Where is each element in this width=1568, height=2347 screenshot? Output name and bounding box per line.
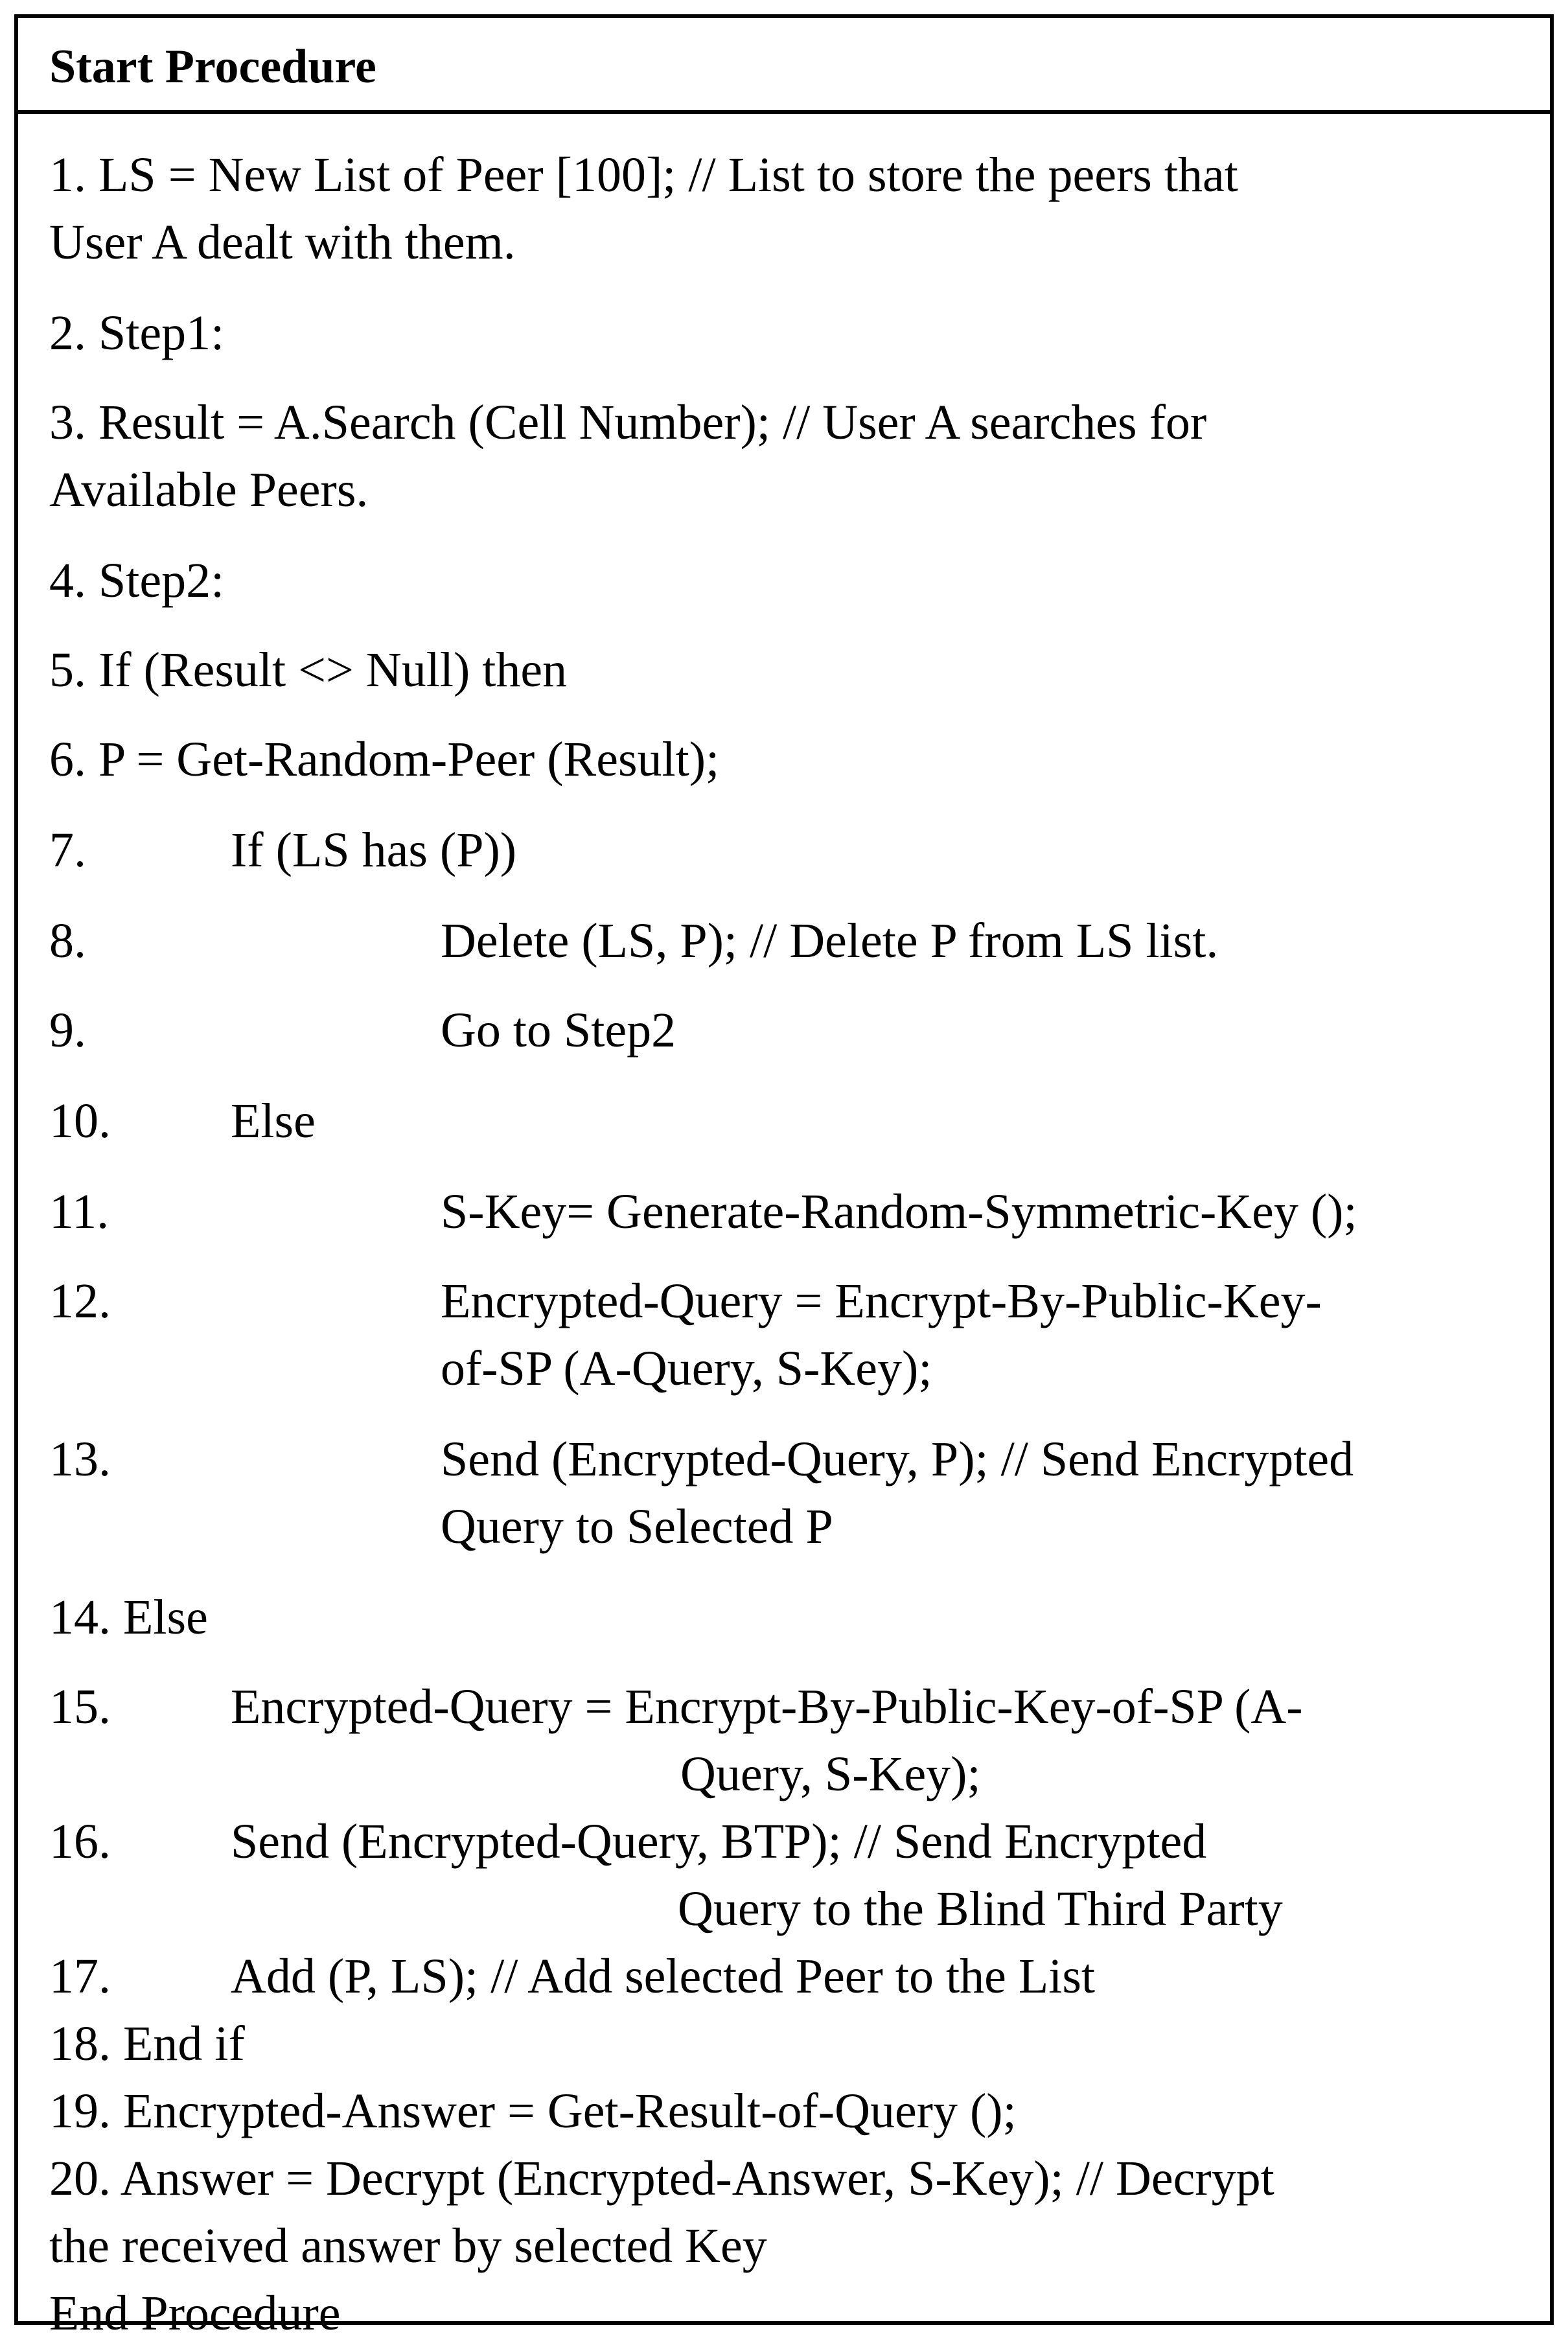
line-number: 13. — [49, 1432, 111, 1486]
code-text: Encrypted-Query = Encrypt-By-Public-Key-of-SP (A- — [231, 1680, 1303, 1734]
line-number: 8. — [49, 914, 86, 968]
procedure-header — [18, 18, 1550, 114]
line-number: 17. — [49, 1949, 111, 2004]
algorithm-box — [14, 14, 1554, 2341]
code-text: 14. Else — [49, 1590, 208, 1645]
code-text: 20. Answer = Decrypt (Encrypted-Answer, S-Key); // Decrypt — [49, 2151, 1274, 2206]
code-text: Else — [231, 1094, 316, 1148]
line-number: 12. — [49, 1274, 111, 1328]
code-text: 6. P = Get-Random-Peer (Result); — [49, 732, 720, 787]
code-text: 5. If (Result <> Null) then — [49, 643, 568, 697]
line-number: 10. — [49, 1094, 111, 1148]
code-text: User A dealt with them. — [49, 215, 516, 270]
code-text: 1. LS = New List of Peer [100]; // List to store the peers that — [49, 148, 1238, 202]
line-number: 11. — [49, 1185, 110, 1239]
code-text: S-Key= Generate-Random-Symmetric-Key (); — [441, 1185, 1357, 1239]
code-text: 19. Encrypted-Answer = Get-Result-of-Query (); — [49, 2084, 1017, 2138]
code-text: Query to Selected P — [441, 1499, 833, 1554]
code-text: Encrypted-Query = Encrypt-By-Public-Key- — [441, 1274, 1322, 1328]
line-number: 16. — [49, 1814, 111, 1869]
code-text: Delete (LS, P); // Delete P from LS list. — [441, 914, 1219, 968]
code-text: Available Peers. — [49, 463, 369, 517]
code-text: Query, S-Key); — [680, 1747, 981, 1801]
line-number: 15. — [49, 1680, 111, 1734]
code-text: Send (Encrypted-Query, P); // Send Encrypted — [441, 1432, 1354, 1486]
code-text: the received answer by selected Key — [49, 2219, 767, 2273]
start-procedure-label: Start Procedure — [49, 40, 376, 93]
code-text: 2. Step1: — [49, 306, 225, 360]
code-text: Query to the Blind Third Party — [678, 1882, 1283, 1936]
code-text: Send (Encrypted-Query, BTP); // Send Encrypted — [231, 1814, 1207, 1869]
end-procedure-label: End Procedure — [49, 2286, 341, 2341]
code-text: Go to Step2 — [441, 1003, 676, 1058]
code-text: 3. Result = A.Search (Cell Number); // User A searches for — [49, 395, 1207, 450]
code-text: 18. End if — [49, 2017, 245, 2071]
code-text: If (LS has (P)) — [231, 823, 517, 877]
code-text: 4. Step2: — [49, 553, 225, 608]
line-number: 7. — [49, 823, 86, 877]
line-number: 9. — [49, 1003, 86, 1058]
code-text: Add (P, LS); // Add selected Peer to the List — [231, 1949, 1096, 2004]
code-text: of-SP (A-Query, S-Key); — [441, 1341, 932, 1396]
